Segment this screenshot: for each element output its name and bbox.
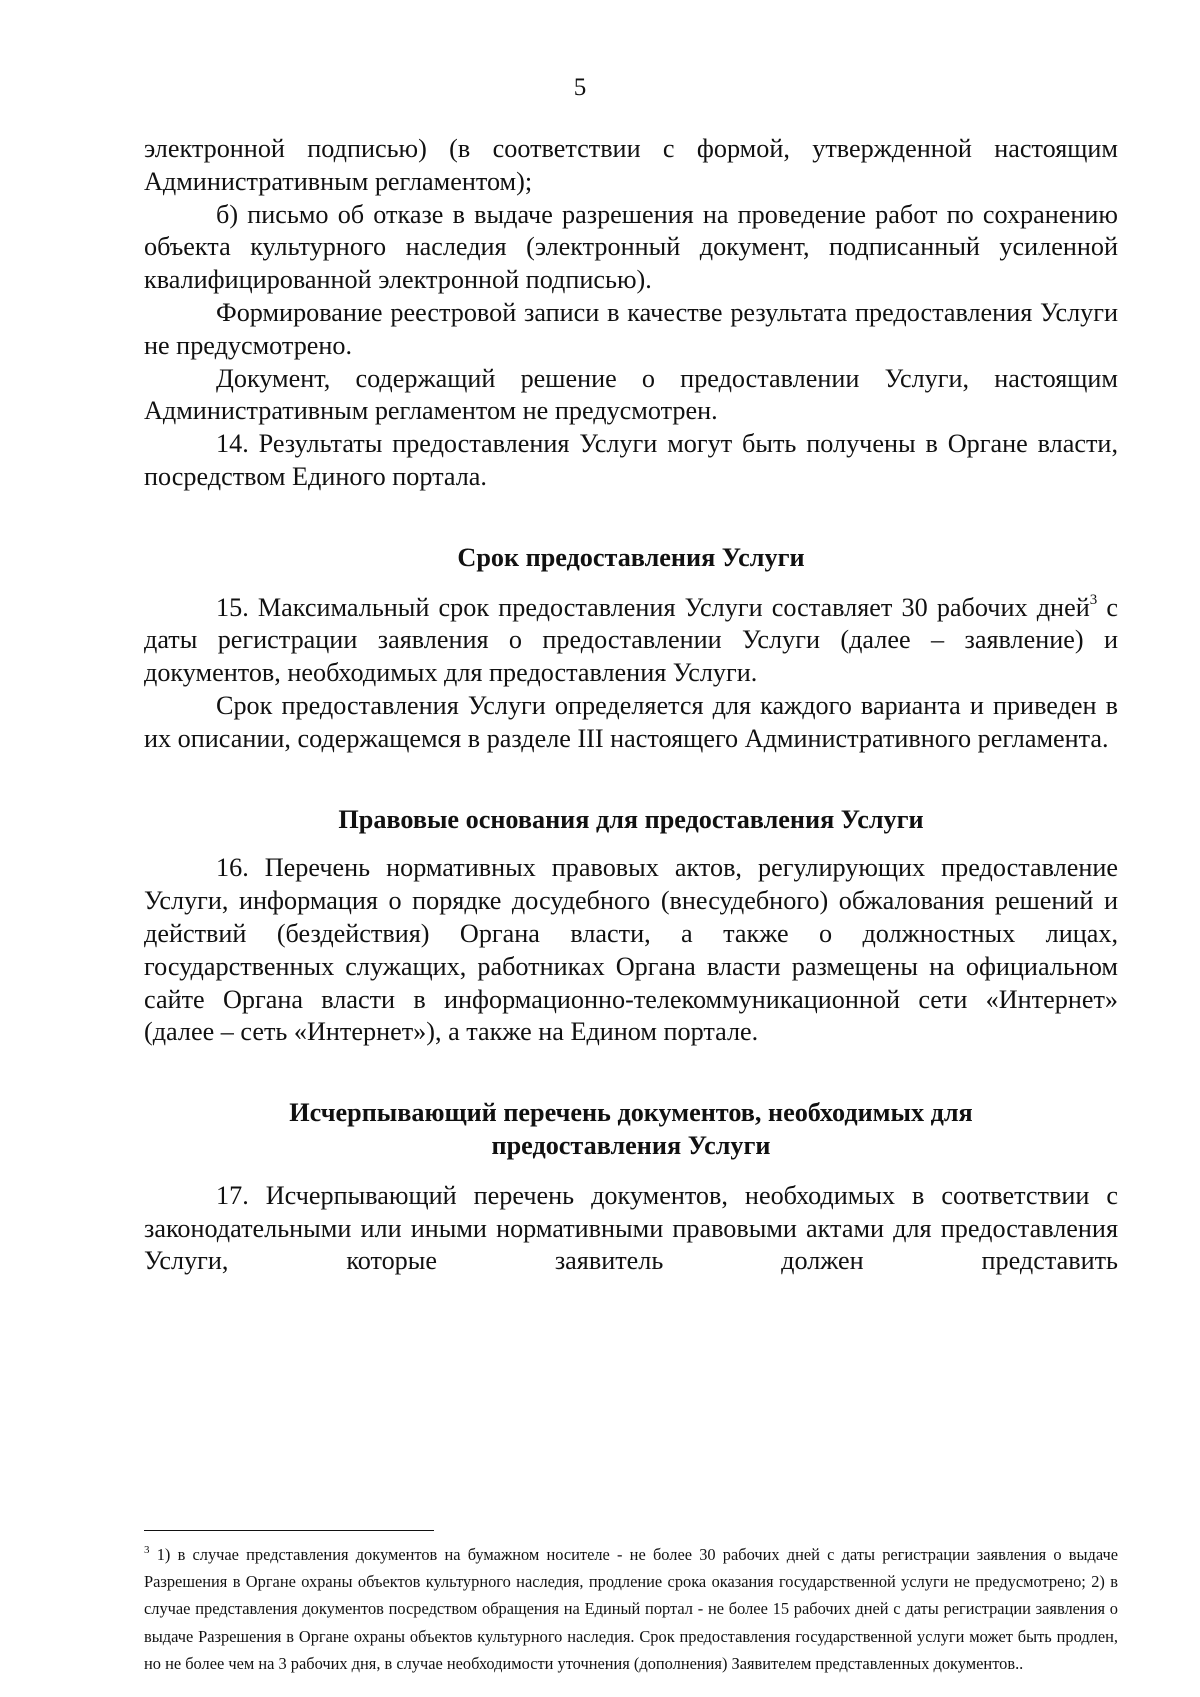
paragraph-refusal-letter: б) письмо об отказе в выдаче разрешения на проведение работ по сохранению объекта культурного наследия (электронный документ, подписанный усиленной квалифицированной электронной подписью). (144, 199, 1118, 295)
footnote-text: 1) в случае представления документов на бумажном носителе - не более 30 рабочих дней с даты регистрации заявления о выдаче Разрешения в Органе охраны объектов культурного наследия, продление срока оказания государственной услуги не предусмотрено; 2) в случае представления документов посредством обращения на Единый портал - не более 15 рабочих дней с даты регистрации заявления о выдаче Разрешения в Органе охраны объектов культурного наследия. Срок предоставления государственной услуги может быть продлен, но не более чем на 3 рабочих дня, в случае необходимости уточнения (дополнения) Заявителем представленных документов.. (144, 1545, 1118, 1673)
heading-documents-list-line-2: предоставления Услуги (491, 1130, 771, 1160)
paragraph-16: 16. Перечень нормативных правовых актов, регулирующих предоставление Услуги, информация о порядке досудебного (внесудебного) обжалования решений и действий (бездействия) Органа власти, а также о должностных лицах, государственных служащих, работниках Органа власти размещены на официальном сайте Органа власти в информационно-телекоммуникационной сети «Интернет» (далее – сеть «Интернет»), а также на Едином портале. (144, 853, 1118, 1047)
paragraph-continuation: электронной подписью) (в соответствии с формой, утвержденной настоящим Административным регламентом); (144, 134, 1118, 196)
paragraph-15 (144, 592, 1118, 690)
footnote-mark: 3 (144, 1543, 150, 1556)
document-body (144, 133, 1118, 1278)
footnote-separator (144, 1530, 434, 1531)
page-number: 5 (573, 74, 587, 101)
footnote (144, 1541, 1118, 1677)
paragraph-14: 14. Результаты предоставления Услуги могут быть получены в Органе власти, посредством Единого портала. (144, 429, 1118, 491)
heading-documents-list-line-1: Исчерпывающий перечень документов, необходимых для (289, 1098, 973, 1128)
paragraph-term-per-variant: Срок предоставления Услуги определяется для каждого варианта и приведен в их описании, содержащемся в разделе III настоящего Административного регламента. (144, 690, 1118, 753)
paragraph-15-text-start: 15. Максимальный срок предоставления Услуги составляет 30 рабочих дней (216, 592, 1090, 622)
heading-legal-grounds: Правовые основания для предоставления Услуги (338, 804, 924, 834)
heading-service-term: Срок предоставления Услуги (457, 542, 805, 572)
paragraph-17: 17. Исчерпывающий перечень документов, необходимых в соответствии с законодательными или иными нормативными правовыми актами для предоставления Услуги, которые заявитель должен представить (144, 1180, 1118, 1276)
paragraph-decision-document: Документ, содержащий решение о предоставлении Услуги, настоящим Административным регламентом не предусмотрен. (144, 363, 1118, 426)
footnote-reference: 3 (1089, 591, 1098, 608)
paragraph-15-text-end: с даты регистрации заявления о предоставлении Услуги (далее – заявление) и документов, необходимых для предоставления Услуги. (144, 592, 1119, 688)
paragraph-registry-record: Формирование реестровой записи в качестве результата предоставления Услуги не предусмотрено. (144, 297, 1118, 360)
